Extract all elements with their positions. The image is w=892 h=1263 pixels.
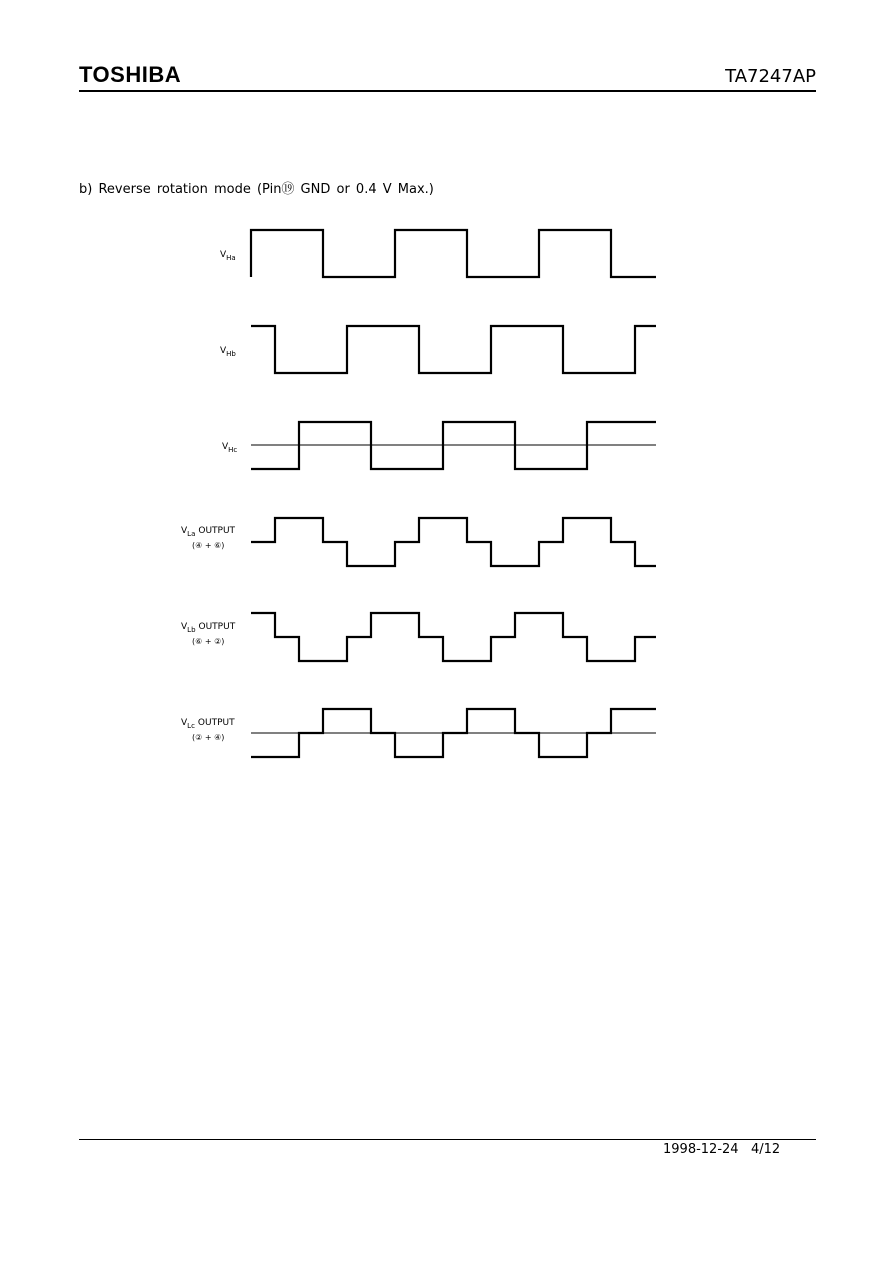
signal-vhc [222,422,656,469]
signal-vlb [181,613,656,661]
brand-logo: TOSHIBA [79,62,182,87]
signal-label-vlc: $V_{Lc}$ OUTPUT [181,718,235,730]
signal-pins-vlb: (⑥ + ②) [192,637,225,646]
footer-page: 4/12 [750,1142,781,1157]
footer-rule [79,1139,816,1140]
footer [663,1142,780,1157]
signal-pins-vla: (④ + ⑥) [192,541,225,550]
signal-vla [181,518,656,566]
footer-date: 1998-12-24 [663,1142,739,1157]
signal-vhb [220,326,656,373]
waveform-vhb [251,326,656,373]
waveform-vha [251,230,656,277]
signal-pins-vlc: (② + ④) [192,733,225,742]
signal-label-vhc: $V_{Hc}$ [222,442,238,454]
signal-label-vla: $V_{La}$ OUTPUT [181,526,236,538]
waveform-vla [251,518,656,566]
signal-vlc [181,709,656,757]
signal-label-vlb: $V_{Lb}$ OUTPUT [181,622,236,634]
signal-label-vha: $V_{Ha}$ [220,250,236,262]
section-title: b) Reverse rotation mode (Pin⑲ GND or 0.4 V Max.) [79,182,434,197]
signal-vha [220,230,656,277]
waveform-vlb [251,613,656,661]
part-number: TA7247AP [725,66,816,87]
waveform-vlc [251,709,656,757]
signal-label-vhb: $V_{Hb}$ [220,346,236,358]
